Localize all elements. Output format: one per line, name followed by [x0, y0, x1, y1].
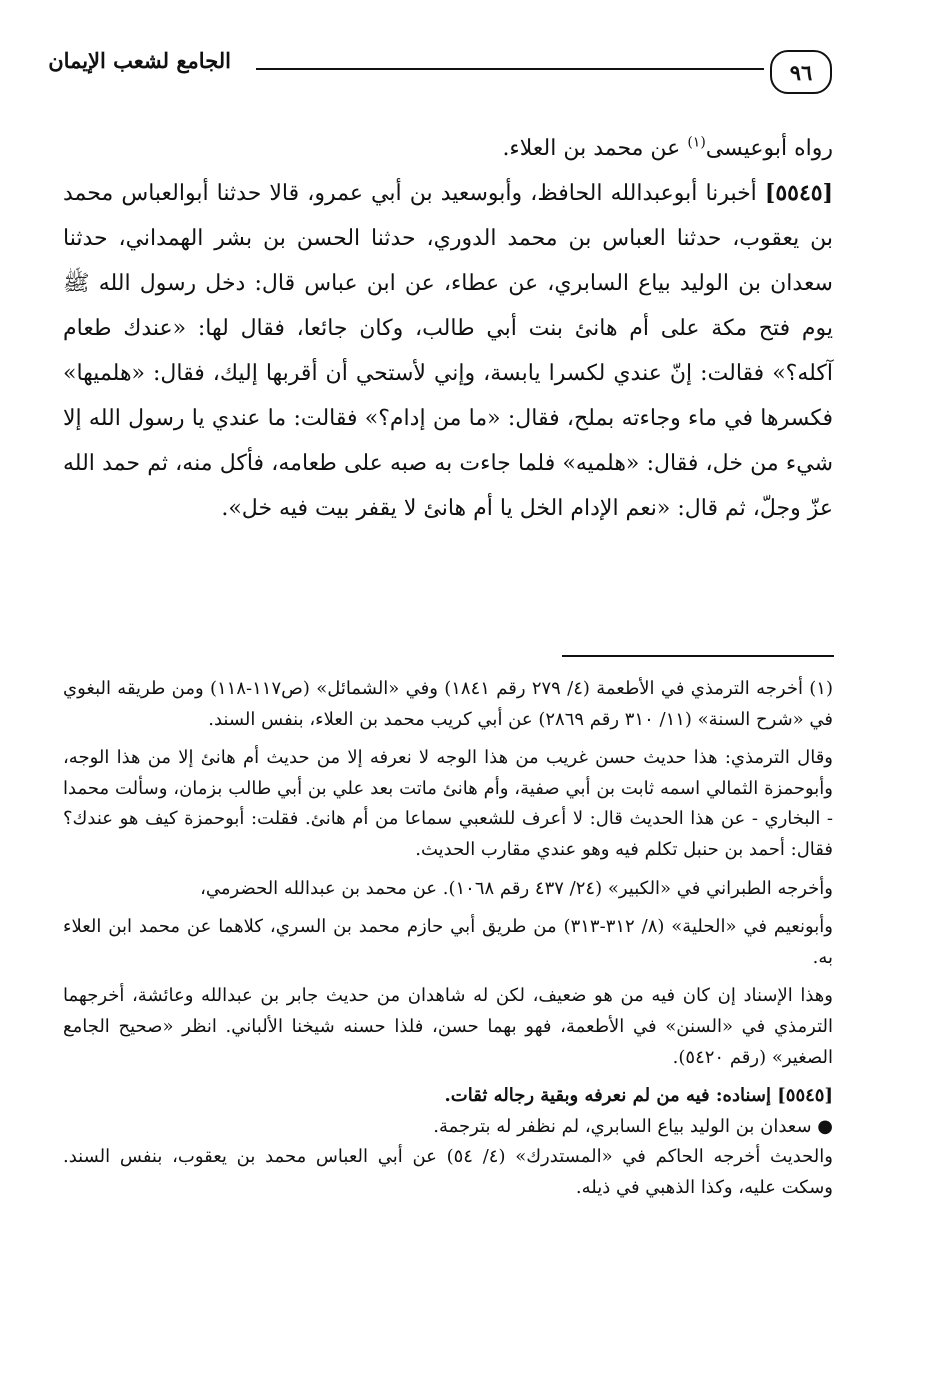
footnotes [63, 674, 833, 1204]
hadith-number: [٥٥٤٥] [764, 180, 833, 206]
footnote-separator [562, 655, 834, 657]
footnote-2-number: [٥٥٤٥] [777, 1085, 833, 1107]
footnote-1-source: (١) أخرجه الترمذي في الأطعمة (٤/ ٢٧٩ رقم ١٨٤١) وفي «الشمائل» (ص١١٧-١١٨) ومن طريقه البغوي في «شرح السنة» (١١/ ٣١٠ رقم ٢٨٦٩) عن أبي كريب محمد بن العلاء، بنفس السند. [63, 678, 833, 730]
footnote-ref-1: (١) [687, 134, 706, 151]
footnote-1-grading: وهذا الإسناد إن كان فيه من هو ضعيف، لكن له شاهدان من حديث جابر بن عبدالله وعائشة، أخرجهما الترمذي في «السنن» في الأطعمة، فهو بهما حسن، فلذا حسنه شيخنا الألباني. انظر «صحيح الجامع الصغير» (رقم ٥٤٢٠). [63, 985, 833, 1068]
bullet-icon: ● [817, 1115, 833, 1137]
page-number: ٩٦ [770, 50, 832, 94]
intro-line [63, 126, 833, 171]
intro-text: رواه أبوعيسى [705, 136, 833, 161]
header-rule [256, 68, 764, 70]
footnote-2-heading [63, 1081, 833, 1112]
main-text [63, 126, 833, 531]
running-header-title: الجامع لشعب الإيمان [48, 48, 231, 73]
footnote-2-hakim: والحديث أخرجه الحاكم في «المستدرك» (٤/ ٥٤) عن أبي العباس محمد بن يعقوب، بنفس السند. وسكت عليه، وكذا الذهبي في ذيله. [63, 1146, 833, 1198]
footnote-1-tabarani: وأخرجه الطبراني في «الكبير» (٢٤/ ٤٣٧ رقم ١٠٦٨). عن محمد بن عبدالله الحضرمي، [200, 877, 833, 899]
footnote-2-narrator-text: سعدان بن الوليد بياع السابري، لم نظفر له بترجمة. [433, 1115, 818, 1137]
intro-text-end: عن محمد بن العلاء. [502, 136, 688, 161]
footnote-1-abunuaym: وأبونعيم في «الحلية» (٨/ ٣١٢-٣١٣) من طريق أبي حازم محمد بن السري، كلاهما عن محمد ابن العلاء به. [63, 916, 833, 968]
hadith-paragraph [63, 171, 833, 531]
footnote-2-narrator [63, 1112, 833, 1143]
footnote-2-label: إسناده: فيه من لم نعرفه وبقية رجاله ثقات. [444, 1085, 778, 1107]
footnote-1-tirmidhi-comment: وقال الترمذي: هذا حديث حسن غريب من هذا الوجه لا نعرفه إلا من حديث أم هانئ إلا من هذا الوجه، وأبوحمزة الثمالي اسمه ثابت بن أبي صفية، وأم هانئ ماتت بعد علي بن أبي طالب بزمان، وسألت محمدا - البخاري - عن هذا الحديث قال: لا أعرف للشعبي سماعا من أم هانئ. فقلت: أبوحمزة كيف هو عندك؟ فقال: أحمد بن حنبل تكلم فيه وهو عندي مقارب الحديث. [63, 747, 833, 860]
hadith-text: أخبرنا أبوعبدالله الحافظ، وأبوسعيد بن أبي عمرو، قالا حدثنا أبوالعباس محمد بن يعقوب، حدثنا العباس بن محمد الدوري، حدثنا الحسن بن بشر الهمداني، حدثنا سعدان بن الوليد بياع السابري، عن عطاء، عن ابن عباس قال: دخل رسول الله ﷺ يوم فتح مكة على أم هانئ بنت أبي طالب، وكان جائعا، فقال لها: «عندك طعام آكله؟» فقالت: إنّ عندي لكسرا يابسة، وإني لأستحي أن أقربها إليك، فقال: «هلميها» فكسرها في ماء وجاءته بملح، فقال: «ما من إدام؟» فقالت: ما عندي يا رسول الله إلا شيء من خل، فقال: «هلميه» فلما جاءت به صبه على طعامه، فأكل منه، ثم حمد الله عزّ وجلّ، ثم قال: «نعم الإدام الخل يا أم هانئ لا يقفر بيت فيه خل». [63, 181, 833, 521]
